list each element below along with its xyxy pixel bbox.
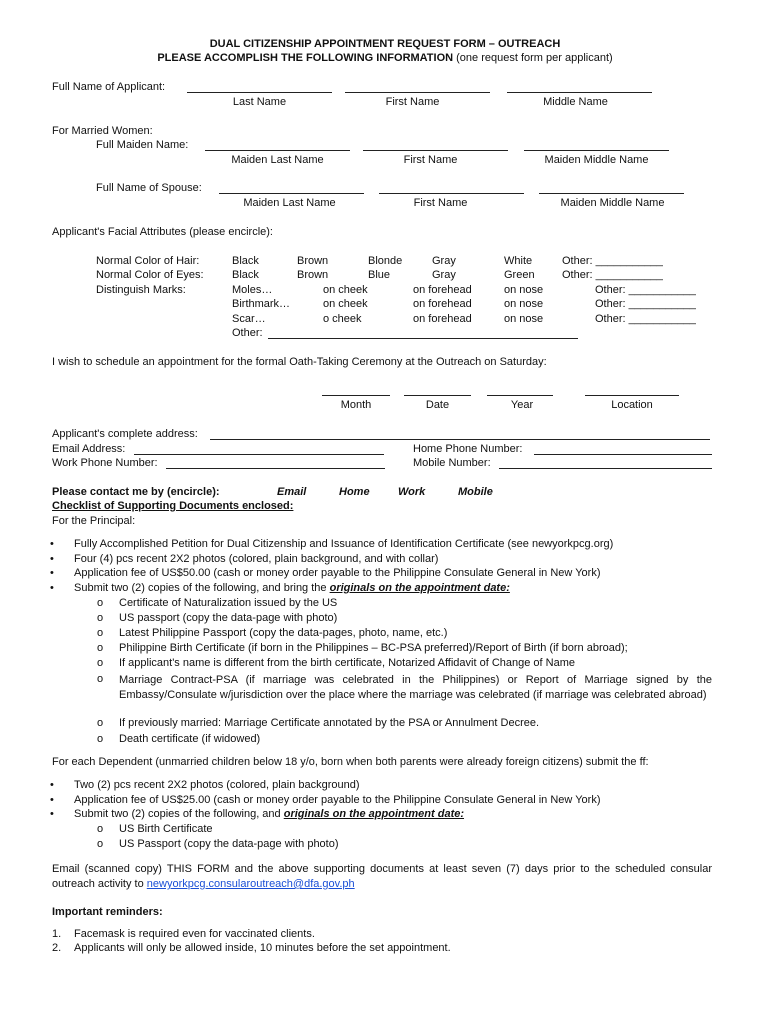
sub-bullet-icon: o (97, 823, 104, 835)
hair-option-white[interactable]: White (504, 255, 533, 267)
principal-item-4 (74, 582, 510, 595)
sub-bullet-icon: o (97, 642, 104, 654)
subtitle-note: (one request form per applicant) (456, 52, 613, 64)
principal-item-1: Fully Accomplished Petition for Dual Citizenship and Issuance of Identification Certificate (see newyorkpcg.org) (74, 538, 614, 550)
email-instructions (52, 862, 712, 892)
eye-option-green[interactable]: Green (504, 269, 535, 281)
work-phone-field[interactable] (166, 468, 385, 469)
schedule-month-field[interactable] (322, 395, 390, 396)
distinguish-marks-label: Distinguish Marks: (96, 284, 186, 296)
dependent-sub-item-1: US Birth Certificate (119, 823, 213, 835)
bullet-icon: • (50, 808, 54, 820)
contact-option-email[interactable]: Email (277, 486, 307, 498)
spouse-middle-name-caption: Maiden Middle Name (560, 197, 665, 209)
work-phone-label: Work Phone Number: (52, 457, 158, 469)
sub-item-1: Certificate of Naturalization issued by the US (119, 597, 338, 609)
contact-option-home[interactable]: Home (339, 486, 370, 498)
reminder-number-1: 1. (52, 928, 62, 940)
scar-option-other[interactable]: Other: ___________ (595, 313, 696, 325)
marks-other-label: Other: (232, 327, 263, 339)
moles-label: Moles… (232, 284, 273, 296)
married-women-label: For Married Women: (52, 125, 153, 137)
consular-email-link[interactable]: newyorkpcg.consularoutreach@dfa.gov.ph (146, 878, 355, 890)
moles-option-forehead[interactable]: on forehead (413, 284, 472, 296)
bullet-icon: • (50, 553, 54, 565)
contact-preference-label: Please contact me by (encircle): (52, 486, 220, 498)
mobile-label: Mobile Number: (413, 457, 491, 469)
eye-option-gray[interactable]: Gray (432, 269, 456, 281)
principal-item-3: Application fee of US$50.00 (cash or money order payable to the Philippine Consulate General in New York) (74, 567, 601, 579)
applicant-last-name-field[interactable] (187, 92, 332, 93)
reminder-number-2: 2. (52, 942, 62, 954)
eye-option-blue[interactable]: Blue (368, 269, 391, 281)
eye-color-label: Normal Color of Eyes: (96, 269, 204, 281)
schedule-date-caption: Date (425, 399, 450, 411)
email-instructions-text: Email (scanned copy) THIS FORM and the above supporting documents at least seven (7) days prior to the scheduled consular outreach activity to (52, 863, 712, 890)
principal-label: For the Principal: (52, 515, 136, 527)
scar-option-nose[interactable]: on nose (504, 313, 544, 325)
address-label: Applicant's complete address: (52, 428, 198, 440)
hair-color-label: Normal Color of Hair: (96, 255, 200, 267)
maiden-middle-name-caption: Maiden Middle Name (544, 154, 649, 166)
hair-option-blonde[interactable]: Blonde (368, 255, 403, 267)
sub-item-8: Death certificate (if widowed) (119, 733, 261, 745)
scar-label: Scar… (232, 313, 266, 325)
applicant-middle-name-field[interactable] (507, 92, 652, 93)
schedule-year-caption: Year (510, 399, 534, 411)
form-subtitle (0, 52, 770, 65)
checklist-title: Checklist of Supporting Documents enclosed: (52, 500, 294, 512)
birthmark-label: Birthmark… (232, 298, 291, 310)
dependent-item-2: Application fee of US$25.00 (cash or money order payable to the Philippine Consulate General in New York) (74, 794, 601, 806)
applicant-first-name-caption: First Name (385, 96, 440, 108)
maiden-middle-name-field[interactable] (524, 150, 669, 151)
eye-option-black[interactable]: Black (232, 269, 259, 281)
bullet-icon: • (50, 567, 54, 579)
dependent-sub-item-2: US Passport (copy the data-page with photo) (119, 838, 339, 850)
schedule-statement: I wish to schedule an appointment for the formal Oath-Taking Ceremony at the Outreach on Saturday: (52, 356, 547, 368)
moles-option-nose[interactable]: on nose (504, 284, 544, 296)
spouse-name-label: Full Name of Spouse: (96, 182, 202, 194)
sub-bullet-icon: o (97, 838, 104, 850)
birthmark-option-nose[interactable]: on nose (504, 298, 544, 310)
sub-bullet-icon: o (97, 717, 104, 729)
maiden-name-label: Full Maiden Name: (96, 139, 189, 151)
hair-option-gray[interactable]: Gray (432, 255, 456, 267)
eye-option-other[interactable]: Other: ___________ (562, 269, 663, 281)
bullet-icon: • (50, 794, 54, 806)
email-field[interactable] (134, 454, 384, 455)
spouse-last-name-caption: Maiden Last Name (243, 197, 336, 209)
sub-bullet-icon: o (97, 612, 104, 624)
schedule-year-field[interactable] (487, 395, 553, 396)
originals-note: originals on the appointment date: (329, 582, 510, 594)
eye-option-brown[interactable]: Brown (297, 269, 329, 281)
marks-other-field[interactable] (268, 338, 578, 339)
principal-item-4-text: Submit two (2) copies of the following, and bring the (74, 582, 327, 594)
spouse-first-name-field[interactable] (379, 193, 524, 194)
sub-bullet-icon: o (97, 627, 104, 639)
birthmark-option-cheek[interactable]: on cheek (323, 298, 368, 310)
hair-option-black[interactable]: Black (232, 255, 259, 267)
contact-option-work[interactable]: Work (398, 486, 426, 498)
reminder-item-2: Applicants will only be allowed inside, 10 minutes before the set appointment. (74, 942, 451, 954)
hair-option-other[interactable]: Other: ___________ (562, 255, 663, 267)
scar-option-forehead[interactable]: on forehead (413, 313, 472, 325)
moles-option-other[interactable]: Other: ___________ (595, 284, 696, 296)
principal-item-2: Four (4) pcs recent 2X2 photos (colored, plain background, and with collar) (74, 553, 439, 565)
maiden-last-name-caption: Maiden Last Name (231, 154, 324, 166)
sub-bullet-icon: o (97, 673, 104, 685)
sub-bullet-icon: o (97, 733, 104, 745)
sub-item-5: If applicant's name is different from the birth certificate, Notarized Affidavit of Change of Name (119, 657, 575, 669)
spouse-last-name-field[interactable] (219, 193, 364, 194)
sub-item-3: Latest Philippine Passport (copy the data-pages, photo, name, etc.) (119, 627, 448, 639)
birthmark-option-forehead[interactable]: on forehead (413, 298, 472, 310)
subtitle-bold: PLEASE ACCOMPLISH THE FOLLOWING INFORMATION (157, 52, 454, 64)
schedule-location-field[interactable] (585, 395, 679, 396)
applicant-name-label: Full Name of Applicant: (52, 81, 166, 93)
maiden-first-name-caption: First Name (403, 154, 458, 166)
dependent-item-3-text: Submit two (2) copies of the following, and (74, 808, 281, 820)
applicant-middle-name-caption: Middle Name (543, 96, 608, 108)
dependent-item-3 (74, 808, 464, 821)
spouse-middle-name-field[interactable] (539, 193, 684, 194)
moles-option-cheek[interactable]: on cheek (323, 284, 368, 296)
sub-item-2: US passport (copy the data-page with photo) (119, 612, 338, 624)
dependent-item-1: Two (2) pcs recent 2X2 photos (colored, plain background) (74, 779, 360, 791)
reminders-title: Important reminders: (52, 906, 163, 918)
scar-option-cheek[interactable]: o cheek (323, 313, 362, 325)
reminder-item-1: Facemask is required even for vaccinated clients. (74, 928, 315, 940)
bullet-icon: • (50, 582, 54, 594)
maiden-last-name-field[interactable] (205, 150, 350, 151)
dependent-label: For each Dependent (unmarried children below 18 y/o, born when both parents were already foreign citizens) submit the ff: (52, 756, 649, 768)
sub-bullet-icon: o (97, 657, 104, 669)
sub-item-6: Marriage Contract-PSA (if marriage was celebrated in the Philippines) or Report of Marriage signed by the Embassy/Consulate w/jurisdiction over the place where the marriage was celebrated (if marriage was celebrated abroad) (119, 674, 712, 701)
schedule-location-caption: Location (611, 399, 653, 411)
contact-option-mobile[interactable]: Mobile (458, 486, 493, 498)
spouse-first-name-caption: First Name (413, 197, 468, 209)
bullet-icon: • (50, 538, 54, 550)
form-title: DUAL CITIZENSHIP APPOINTMENT REQUEST FORM – OUTREACH (209, 38, 561, 50)
sub-bullet-icon: o (97, 597, 104, 609)
dependent-originals-note: originals on the appointment date: (283, 808, 465, 820)
maiden-first-name-field[interactable] (363, 150, 508, 151)
birthmark-option-other[interactable]: Other: ___________ (595, 298, 696, 310)
applicant-first-name-field[interactable] (345, 92, 490, 93)
home-phone-label: Home Phone Number: (413, 443, 523, 455)
bullet-icon: • (50, 779, 54, 791)
address-field[interactable] (210, 439, 710, 440)
mobile-field[interactable] (499, 468, 712, 469)
schedule-month-caption: Month (340, 399, 372, 411)
home-phone-field[interactable] (534, 454, 712, 455)
schedule-date-field[interactable] (404, 395, 471, 396)
applicant-last-name-caption: Last Name (232, 96, 287, 108)
sub-item-4: Philippine Birth Certificate (if born in the Philippines – BC-PSA preferred)/Report of Birth (if born abroad); (119, 642, 628, 654)
hair-option-brown[interactable]: Brown (297, 255, 329, 267)
facial-attributes-label: Applicant's Facial Attributes (please encircle): (52, 226, 273, 238)
email-label: Email Address: (52, 443, 126, 455)
sub-item-7: If previously married: Marriage Certificate annotated by the PSA or Annulment Decree. (119, 717, 540, 729)
